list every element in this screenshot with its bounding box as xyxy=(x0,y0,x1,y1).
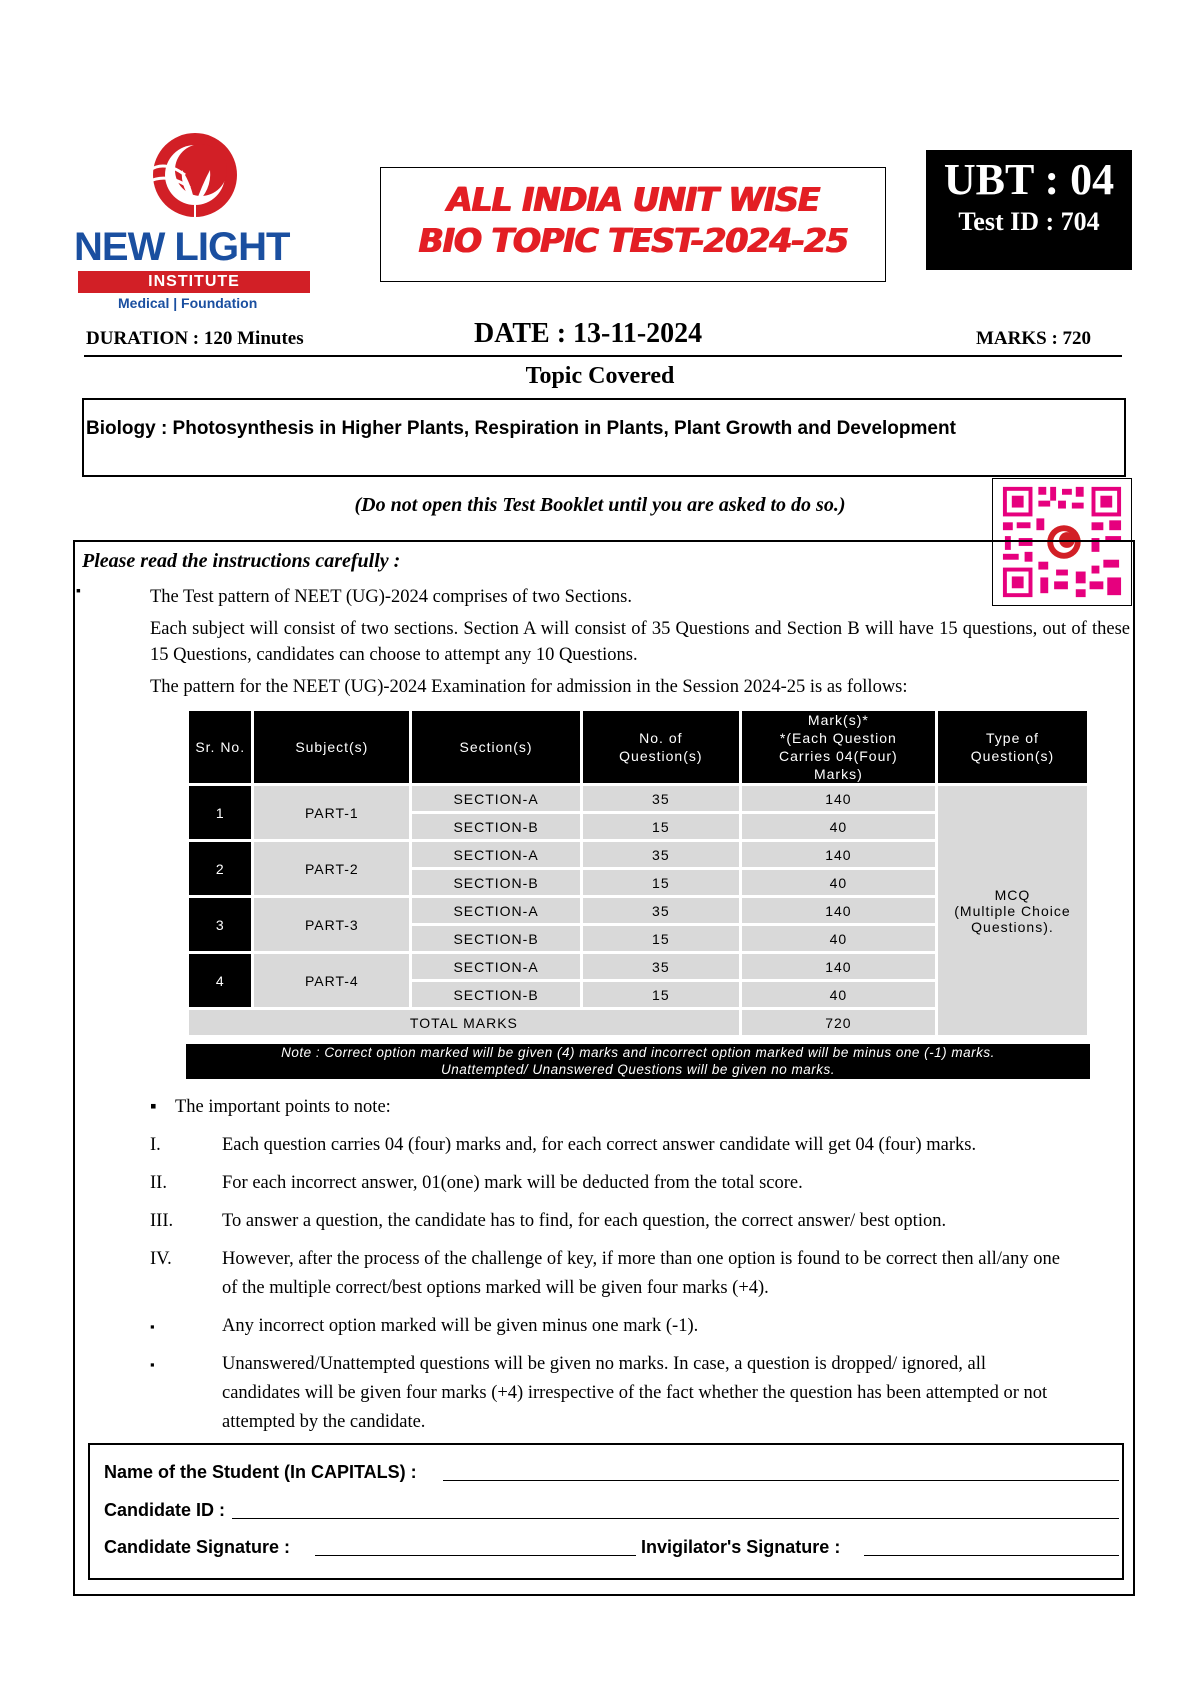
header-questions: No. of Question(s) xyxy=(583,711,739,783)
section-cell: SECTION-A xyxy=(412,898,580,923)
point-text: To answer a question, the candidate has to find, for each question, the correct answer/ best option. xyxy=(222,1211,947,1231)
questions-cell: 35 xyxy=(583,842,739,867)
total-label: TOTAL MARKS xyxy=(189,1010,739,1035)
date: DATE : 13-11-2024 xyxy=(474,318,703,349)
title-line-1: ALL INDIA UNIT WISE xyxy=(446,180,820,219)
marks-cell: 140 xyxy=(742,954,935,979)
point-bullet: ▪ xyxy=(150,1357,155,1372)
marks-cell: 40 xyxy=(742,870,935,895)
section-cell: SECTION-B xyxy=(412,982,580,1007)
logo-band: INSTITUTE xyxy=(78,271,310,293)
point-text: of the multiple correct/best options marked will be given four marks (+4). xyxy=(222,1278,769,1298)
marks-cell: 140 xyxy=(742,842,935,867)
student-name-label: Name of the Student (In CAPITALS) : xyxy=(104,1462,417,1482)
section-cell: SECTION-B xyxy=(412,926,580,951)
header-marks: Mark(s)* *(Each Question Carries 04(Four) Marks) xyxy=(742,711,935,783)
instructions-heading: Please read the instructions carefully : xyxy=(82,550,401,572)
part-cell: PART-4 xyxy=(254,954,409,1007)
table-row xyxy=(189,786,1087,811)
title-line-2: BIO TOPIC TEST-2024-25 xyxy=(418,221,848,260)
sr-cell: 2 xyxy=(189,842,251,895)
marking-note xyxy=(186,1044,1090,1079)
ubt-code: UBT : 04 xyxy=(943,155,1115,204)
marks-cell: 40 xyxy=(742,926,935,951)
invigilator-signature-field[interactable] xyxy=(864,1555,1119,1556)
sr-cell: 1 xyxy=(189,786,251,839)
candidate-id-field[interactable] xyxy=(232,1518,1119,1519)
topic-heading: Topic Covered xyxy=(525,363,675,389)
point-number: II. xyxy=(150,1173,167,1193)
booklet-warning: (Do not open this Test Booklet until you are asked to do so.) xyxy=(354,494,846,516)
header-section: Section(s) xyxy=(412,711,580,783)
sr-cell: 3 xyxy=(189,898,251,951)
note-line-1: Note : Correct option marked will be given (4) marks and incorrect option marked will be minus one (-1) marks. xyxy=(281,1045,995,1060)
section-cell: SECTION-A xyxy=(412,842,580,867)
points-intro: The important points to note: xyxy=(175,1097,391,1117)
points-bullet: ▪ xyxy=(150,1097,157,1117)
marks-cell: 40 xyxy=(742,814,935,839)
duration: DURATION : 120 Minutes xyxy=(86,328,304,349)
section-cell: SECTION-A xyxy=(412,786,580,811)
ubt-box xyxy=(926,150,1132,270)
topic-text: Biology : Photosynthesis in Higher Plants, Respiration in Plants, Plant Growth and Development xyxy=(86,418,956,439)
candidate-signature-field[interactable] xyxy=(315,1555,636,1556)
part-cell: PART-1 xyxy=(254,786,409,839)
instruction-2: Each subject will consist of two sections. Section A will consist of 35 Questions and Section B will have 15 questions, out of these 15 Questions, candidates can choose to attempt any 10 Questions. xyxy=(150,619,1130,665)
instruction-1: The Test pattern of NEET (UG)-2024 comprises of two Sections. xyxy=(150,587,633,607)
point-text: Each question carries 04 (four) marks and, for each correct answer candidate will get 04 (four) marks. xyxy=(222,1135,977,1155)
sr-cell: 4 xyxy=(189,954,251,1007)
questions-cell: 35 xyxy=(583,954,739,979)
marks-cell: 140 xyxy=(742,898,935,923)
bullet-marker: ▪ xyxy=(76,584,81,599)
part-cell: PART-3 xyxy=(254,898,409,951)
table-header-row xyxy=(189,711,1087,783)
candidate-id-label: Candidate ID : xyxy=(104,1500,226,1520)
marks-cell: 40 xyxy=(742,982,935,1007)
marks-cell: 140 xyxy=(742,786,935,811)
questions-cell: 15 xyxy=(583,926,739,951)
note-line-2: Unattempted/ Unanswered Questions will be given no marks. xyxy=(441,1062,835,1077)
point-text: attempted by the candidate. xyxy=(222,1412,426,1432)
test-id: Test ID : 704 xyxy=(958,207,1100,236)
point-number: III. xyxy=(150,1211,174,1231)
instruction-3: The pattern for the NEET (UG)-2024 Examination for admission in the Session 2024-25 is as follows: xyxy=(150,677,908,697)
questions-cell: 15 xyxy=(583,814,739,839)
questions-cell: 15 xyxy=(583,870,739,895)
point-bullet: ▪ xyxy=(150,1319,155,1334)
student-name-field[interactable] xyxy=(443,1480,1119,1481)
total-value: 720 xyxy=(742,1010,935,1035)
header-subject: Subject(s) xyxy=(254,711,409,783)
questions-cell: 35 xyxy=(583,898,739,923)
candidate-signature-label: Candidate Signature : xyxy=(104,1537,291,1557)
section-cell: SECTION-B xyxy=(412,870,580,895)
questions-cell: 15 xyxy=(583,982,739,1007)
point-number: IV. xyxy=(150,1249,172,1269)
type-cell: MCQ (Multiple Choice Questions). xyxy=(938,786,1087,1035)
header-type: Type of Question(s) xyxy=(938,711,1087,783)
point-text: Unanswered/Unattempted questions will be given no marks. In case, a question is dropped/ ignored, all xyxy=(222,1354,986,1374)
point-text: Any incorrect option marked will be given minus one mark (-1). xyxy=(222,1316,699,1336)
point-text: For each incorrect answer, 01(one) mark will be deducted from the total score. xyxy=(222,1173,803,1193)
section-cell: SECTION-A xyxy=(412,954,580,979)
part-cell: PART-2 xyxy=(254,842,409,895)
header-sr: Sr. No. xyxy=(189,711,251,783)
point-number: I. xyxy=(150,1135,161,1155)
header-rule xyxy=(84,355,1122,357)
max-marks: MARKS : 720 xyxy=(976,328,1092,349)
questions-cell: 35 xyxy=(583,786,739,811)
logo-name: NEW LIGHT xyxy=(74,225,290,269)
exam-pattern-table xyxy=(186,708,1090,1038)
logo-subtitle: Medical | Foundation xyxy=(118,295,258,311)
point-text: However, after the process of the challenge of key, if more than one option is found to be correct then all/any one xyxy=(222,1249,1060,1269)
invigilator-signature-label: Invigilator's Signature : xyxy=(641,1537,841,1557)
point-text: candidates will be given four marks (+4) irrespective of the fact whether the question has been attempted or not xyxy=(222,1383,1048,1403)
section-cell: SECTION-B xyxy=(412,814,580,839)
title-box xyxy=(380,167,886,282)
